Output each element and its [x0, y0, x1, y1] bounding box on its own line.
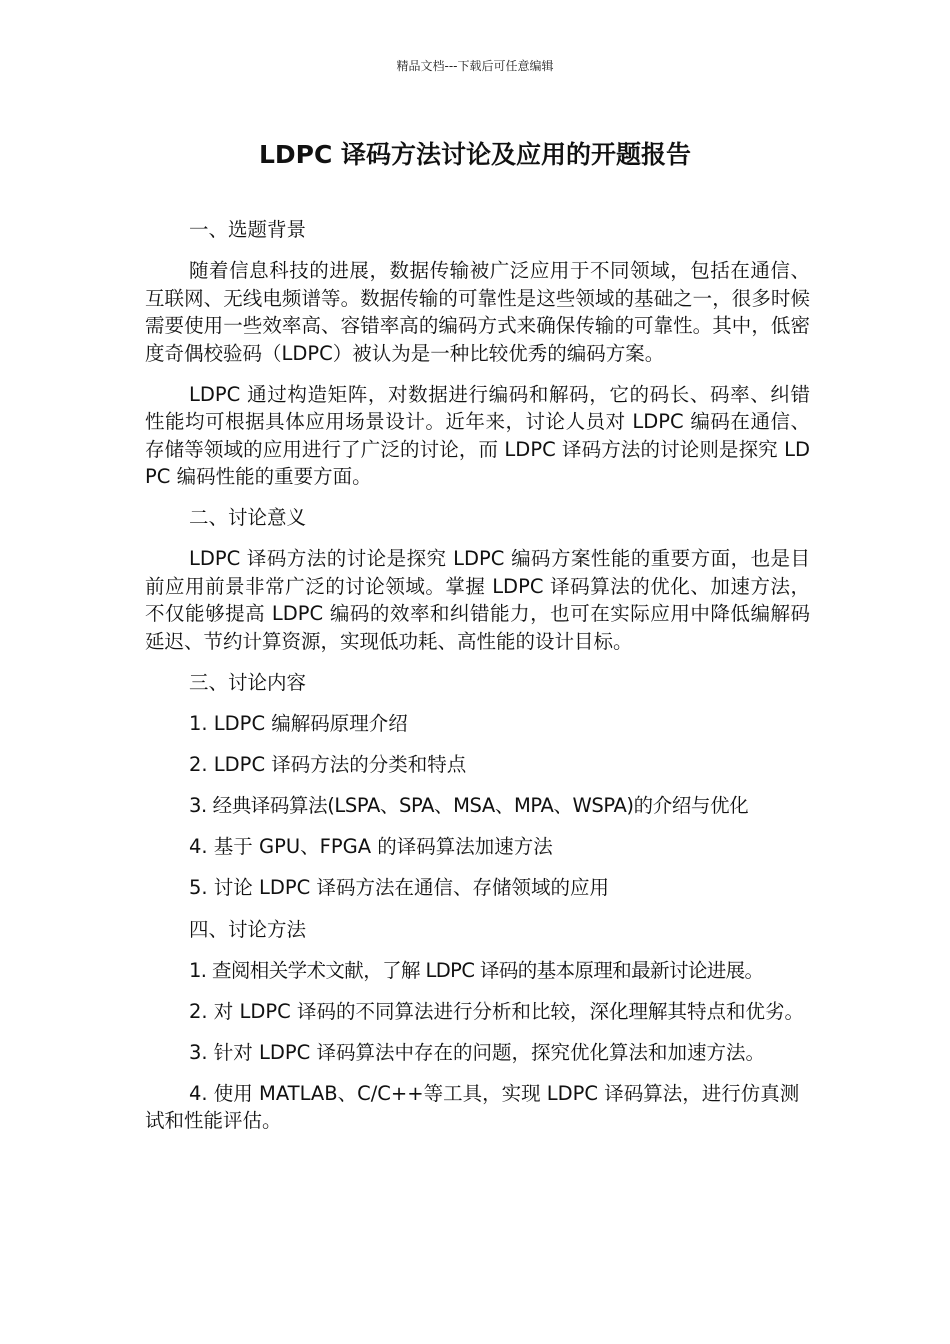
section-heading-significance: 二、讨论意义	[189, 506, 307, 530]
document-body	[145, 216, 810, 1149]
significance-paragraph-1: LDPC 译码方法的讨论是探究 LDPC 编码方案性能的重要方面，也是目前应用前景非常广泛的讨论领域。掌握 LDPC 译码算法的优化、加速方法，不仅能够提高 LDPC 编码的效率和纠错能力，也可在实际应用中降低编解码延迟、节约计算资源，实现低功耗、高性能的设计目标。	[145, 547, 810, 653]
methods-list-item-2: 2. 对 LDPC 译码的不同算法进行分析和比较，深化理解其特点和优劣。	[189, 999, 804, 1023]
section-heading-methods: 四、讨论方法	[189, 917, 307, 941]
content-list-item-5: 5. 讨论 LDPC 译码方法在通信、存储领域的应用	[189, 876, 609, 900]
methods-list-item-1: 1. 查阅相关学术文献，了解 LDPC 译码的基本原理和最新讨论进展。	[189, 958, 764, 982]
content-list-item-1: 1. LDPC 编解码原理介绍	[189, 712, 408, 736]
methods-list-item-3: 3. 针对 LDPC 译码算法中存在的问题，探究优化算法和加速方法。	[189, 1040, 765, 1064]
content-list-item-2: 2. LDPC 译码方法的分类和特点	[189, 753, 467, 777]
section-heading-background: 一、选题背景	[189, 218, 307, 241]
content-list-item-3: 3. 经典译码算法(LSPA、SPA、MSA、MPA、WSPA)的介绍与优化	[189, 794, 749, 818]
content-list-item-4: 4. 基于 GPU、FPGA 的译码算法加速方法	[189, 835, 553, 859]
page-header: 精品文档---下载后可任意编辑	[396, 59, 554, 73]
background-paragraph-2: LDPC 通过构造矩阵，对数据进行编码和解码，它的码长、码率、纠错性能均可根据具体应用场景设计。近年来，讨论人员对 LDPC 编码在通信、存储等领域的应用进行了广泛的讨论，而 LDPC 译码方法的讨论则是探究 LDPC 编码性能的重要方面。	[145, 382, 810, 489]
background-paragraph-1: 随着信息科技的进展，数据传输被广泛应用于不同领域，包括在通信、互联网、无线电频谱等。数据传输的可靠性是这些领域的基础之一，很多时候需要使用一些效率高、容错率高的编码方式来确保传输的可靠性。其中，低密度奇偶校验码（LDPC）被认为是一种比较优秀的编码方案。	[145, 259, 810, 365]
section-heading-content: 三、讨论内容	[189, 670, 307, 694]
document-title: LDPC 译码方法讨论及应用的开题报告	[258, 140, 692, 169]
methods-list-item-4: 4. 使用 MATLAB、C/C++等工具，实现 LDPC 译码算法，进行仿真测试和性能评估。	[145, 1081, 800, 1133]
